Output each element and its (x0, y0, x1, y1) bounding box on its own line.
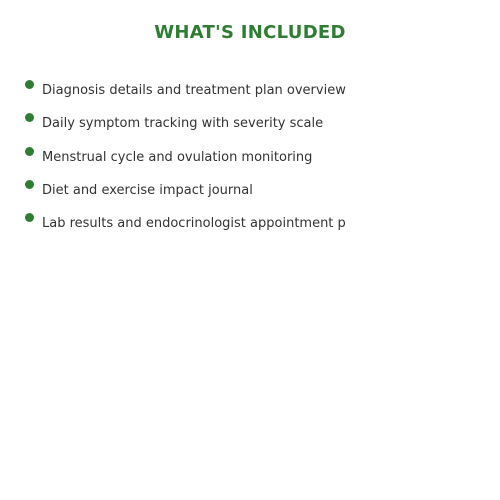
list-item-label: Diet and exercise impact journal (42, 182, 253, 198)
list-item (24, 145, 346, 178)
list-item-label: Menstrual cycle and ovulation monitoring (42, 149, 313, 165)
list-item (24, 211, 346, 244)
bullet-icon (25, 213, 34, 222)
list-item (24, 111, 346, 144)
bullet-icon (25, 147, 34, 156)
list-item-label: Daily symptom tracking with severity scale (42, 116, 324, 132)
included-list (24, 78, 346, 244)
list-item-label: Diagnosis details and treatment plan overview (42, 83, 346, 98)
list-item (24, 178, 346, 211)
list-item (24, 78, 346, 111)
list-item-label: Lab results and endocrinologist appointment p (42, 216, 346, 232)
bullet-icon (25, 80, 34, 89)
page-title: WHAT'S INCLUDED (154, 22, 346, 43)
bullet-icon (25, 180, 34, 189)
bullet-icon (25, 113, 34, 122)
